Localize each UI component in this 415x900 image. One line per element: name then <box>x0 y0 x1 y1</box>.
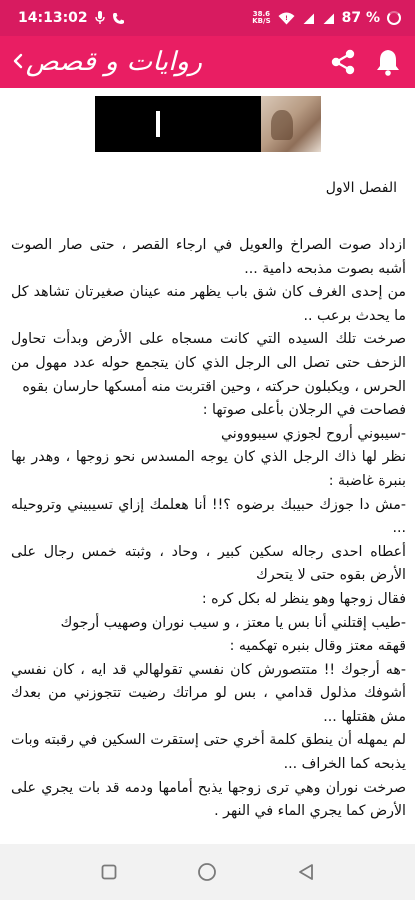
signal-icon <box>322 12 335 25</box>
paragraph: ازداد صوت الصراخ والعويل في ارجاء القصر ، حتى صار الصوت أشبه بصوت مذبحه دامية ... <box>11 237 406 277</box>
paragraph: أعطاه احدى رجاله سكين كبير ، وحاد ، وثبته خمس رجال على الأرض بقوه حتى لا يتحرك <box>11 543 406 584</box>
status-bar <box>0 0 415 36</box>
paragraph: من إحدى الغرف كان شق باب يظهر منه عينان صغيرتان تشاهد كل ما يحدث برعب .. <box>11 284 406 324</box>
recents-square-icon[interactable] <box>89 852 129 892</box>
paragraph: -مش دا جوزك حبيبك برضوه ؟!! أنا هعلمك إزاي تسيبيني وتروحيله ... <box>11 496 406 537</box>
paragraph: فقال زوجها وهو ينظر له بكل كره : <box>201 590 406 607</box>
paragraph: صرخت نوران وهي ترى زوجها يذبح أمامها ودمه قد بات يجري على الأرض كما يجري الماء في النهر . <box>11 779 406 820</box>
status-right <box>252 10 401 26</box>
cover-thumbnail <box>261 96 321 152</box>
back-triangle-icon[interactable] <box>286 852 326 892</box>
cover-dark-area <box>95 96 261 152</box>
net-speed-value: 38.6 <box>252 10 271 18</box>
signal-icon <box>302 12 315 25</box>
paragraph: -هه أرجوك !! متتصورش كان نفسي تقولهالي قد ايه ، كان نفسي أشوفك مذلول قدامي ، بس لو مراتك رضيت تتجوزني من بعدك مش هقتلها ... <box>11 661 406 725</box>
paragraph: -سيبوني أروح لجوزي سيبوووني <box>220 425 406 442</box>
microphone-icon <box>95 11 105 25</box>
home-circle-icon[interactable] <box>187 852 227 892</box>
chapter-title: الفصل الاول <box>325 180 397 196</box>
phone-call-icon <box>112 12 125 25</box>
paragraph: صرخت تلك السيده التي كانت مسجاه على الأرض وبدأت تحاول الزحف حتى تصل الى الرجل الذي كان يتجمع حوله عدد مهول من الحرس ، ويكبلون حركته ، وحين اقتربت منه أمسكها حارسان بقوه <box>11 331 406 395</box>
status-time: 14:13:02 <box>18 10 88 26</box>
app-bar <box>0 36 415 88</box>
net-speed-unit: KB/S <box>252 17 271 25</box>
bell-icon[interactable] <box>375 48 401 76</box>
battery-icon <box>387 11 401 25</box>
status-left <box>18 10 125 26</box>
paragraph: -طيب إقتلني أنا بس يا معتز ، و سيب نوران وصهيب أرجوك <box>60 614 406 631</box>
paragraph: لم يمهله أن ينطق كلمة أخري حتى إستقرت السكين في رقبته وبات يذبحه كما الخراف ... <box>11 732 406 773</box>
paragraph: فصاحت في الرجلان بأعلى صوتها : <box>202 402 406 419</box>
net-speed <box>252 11 270 25</box>
share-icon[interactable] <box>329 48 357 76</box>
chapter-body <box>0 234 415 824</box>
cover-wrap <box>0 96 415 152</box>
chevron-left-icon[interactable] <box>10 50 26 75</box>
battery-percent: 87 % <box>341 10 380 26</box>
paragraph: قهقه معتز وقال بنبره تهكميه : <box>229 638 406 655</box>
paragraph: نظر لها ذاك الرجل الذي كان يوجه المسدس نحو زوجها ، وهدر بها بنبرة غاضبة : <box>11 449 406 489</box>
cover-image <box>95 96 321 152</box>
app-bar-actions <box>329 48 405 76</box>
navigation-bar <box>0 844 415 900</box>
chapter-content[interactable] <box>0 88 415 844</box>
app-logo: روايات و قصص <box>25 47 203 77</box>
wifi-icon <box>278 12 295 25</box>
cover-mark <box>156 111 160 137</box>
app-bar-left <box>10 47 203 77</box>
svg-text:!: ! <box>284 14 288 22</box>
